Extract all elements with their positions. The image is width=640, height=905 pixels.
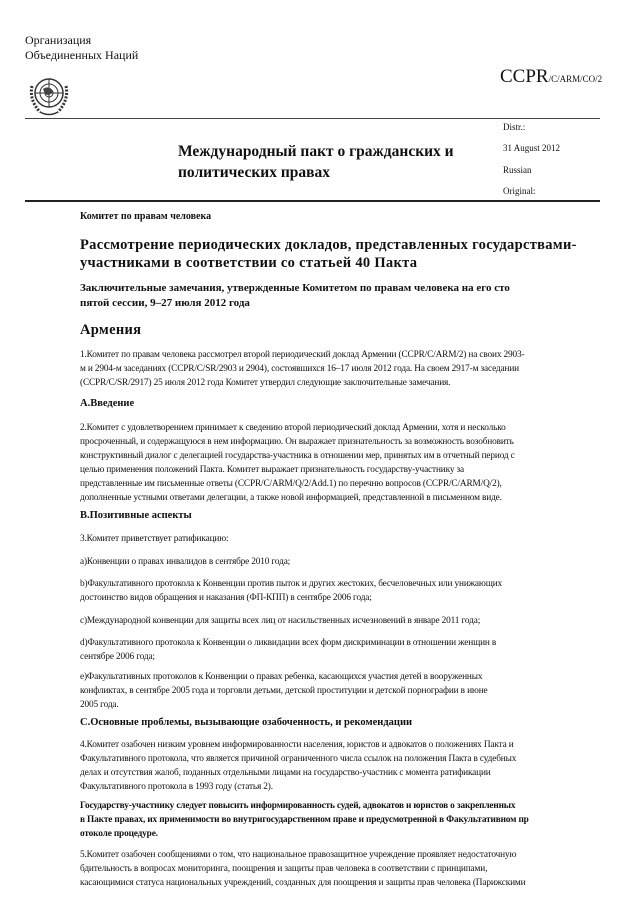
list-item-a (80, 555, 560, 569)
text-line: делах и отсутствия жалоб, поданных отдельными лицами на государство-участник с момента ратификации (80, 768, 491, 778)
text-line: Государству-участнику следует повысить информированность судей, адвокатов и юристов о закрепленных (80, 801, 516, 811)
text-line: 1.Комитет по правам человека рассмотрел второй периодический доклад Армении (CCPR/C/ARM/2) на своих 2903- (80, 350, 525, 360)
text-line: конструктивный диалог с делегацией государства-участника в отношении мер, принятых им в отчетный период с (80, 451, 515, 461)
text-line: в Пакте правах, их применимости во внутригосударственном праве и предусмотренной в Факультативном пр (80, 815, 529, 825)
text-line: касающимися статуса национальных учреждений, созданных для поощрения и защиты прав человека (Парижскими (80, 878, 526, 888)
text-line: Рассмотрение периодических докладов, представленных государствами- (80, 237, 577, 253)
recommendation-4 (80, 799, 560, 841)
distribution-label: Distr.: (503, 122, 526, 132)
text-line: м и 2904-м заседаниях (CCPR/C/SR/2903 и 2904), состоявшихся 16–17 июля 2012 года. На своем 2917-м заседании (80, 364, 519, 374)
committee-name: Комитет по правам человека (80, 211, 212, 222)
text-line: Заключительные замечания, утвержденные Комитетом по правам человека на его сто (80, 282, 510, 294)
header-divider (25, 118, 600, 119)
text-line: целью применения положений Пакта. Комитет выражает признательность государству-участнику за (80, 465, 464, 475)
section-c-heading: C.Основные проблемы, вызывающие озабоченность, и рекомендации (80, 717, 413, 728)
document-symbol (500, 66, 602, 88)
text-line: d)Факультативного протокола к Конвенции о ликвидации всех форм дискриминации в отношении женщин в (80, 638, 497, 648)
text-line: представленные им письменные ответы (CCPR/C/ARM/Q/2/Add.1) по перечню вопросов (CCPR/C/ARM/Q/2), (80, 479, 502, 489)
paragraph-2 (80, 421, 560, 505)
text-line: дополненные устными ответами делегации, а также новой информацией, представленной в письменном виде. (80, 493, 502, 503)
org-line-2: Объединенных Наций (25, 48, 139, 62)
list-item-d (80, 636, 560, 664)
paragraph-3 (80, 532, 560, 546)
subtitle (80, 281, 560, 311)
text-line: достоинство видов обращения и наказания (ФП-КПП) в сентябре 2006 года; (80, 593, 372, 603)
document-date: 31 August 2012 (503, 143, 561, 153)
text-line: c)Международной конвенции для защиты всех лиц от насильственных исчезновений в январе 2011 года; (80, 616, 481, 626)
symbol-suffix: /C/ARM/CO/2 (548, 74, 603, 84)
text-line: b)Факультативного протокола к Конвенции против пыток и других жестоких, бесчеловечных или унижающих (80, 579, 503, 589)
text-line: e)Факультативных протоколов к Конвенции о правах ребенка, касающихся участия детей в вооруженных (80, 672, 483, 682)
text-line: Международный пакт о гражданских и (178, 143, 454, 160)
country-heading: Армения (80, 322, 142, 338)
text-line: политических правах (178, 164, 330, 181)
section-a-heading: A.Введение (80, 398, 135, 409)
paragraph-1 (80, 348, 560, 390)
original-label: Original: (503, 186, 536, 196)
text-line: 5.Комитет озабочен сообщениями о том, что национальное правозащитное учреждение проявляет недостаточную (80, 850, 517, 860)
text-line: 3.Комитет приветствует ратификацию: (80, 534, 229, 544)
text-line: конфликтах, в сентябре 2005 года и торговли детьми, детской проституции и детской порнографии в июне (80, 686, 488, 696)
document-language: Russian (503, 165, 532, 175)
list-item-c (80, 614, 560, 628)
text-line: (CCPR/C/SR/2917) 25 июля 2012 года Комитет утвердил следующие заключительные замечания. (80, 378, 451, 388)
text-line: Факультативного протокола в 1993 году (статья 2). (80, 782, 273, 792)
header-bottom-rule (25, 200, 600, 202)
main-heading (80, 236, 577, 272)
text-line: сентябре 2006 года; (80, 652, 155, 662)
text-line: пятой сессии, 9–27 июля 2012 года (80, 297, 250, 309)
paragraph-5 (80, 848, 560, 890)
text-line: 2.Комитет с удовлетворением принимает к сведению второй периодический доклад Армении, хотя и несколько (80, 423, 506, 433)
section-b-heading: B.Позитивные аспекты (80, 510, 192, 521)
un-emblem-icon (26, 72, 72, 118)
text-line: Факультативного протокола, что является причиной ограниченного числа ссылок на положения Пакта в судебных (80, 754, 517, 764)
text-line: отоколе процедуре. (80, 829, 158, 839)
text-line: 2005 года. (80, 700, 119, 710)
text-line: a)Конвенции о правах инвалидов в сентябре 2010 года; (80, 557, 291, 567)
text-line: бдительность в вопросах мониторинга, поощрения и защиты прав человека в соответствии с принципами, (80, 864, 488, 874)
text-line: просроченный, и содержащуюся в нем информацию. Он выражает признательность за возможность возобновить (80, 437, 514, 447)
organization-name (25, 33, 138, 63)
org-line-1: Организация (25, 33, 92, 47)
text-line: участниками в соответствии со статьей 40 Пакта (80, 255, 418, 271)
paragraph-4 (80, 738, 560, 794)
list-item-b (80, 577, 560, 605)
document-title (178, 141, 454, 183)
text-line: 4.Комитет озабочен низким уровнем информированности населения, юристов и адвокатов о положениях Пакта и (80, 740, 514, 750)
list-item-e (80, 670, 560, 712)
symbol-main: CCPR (500, 66, 549, 87)
